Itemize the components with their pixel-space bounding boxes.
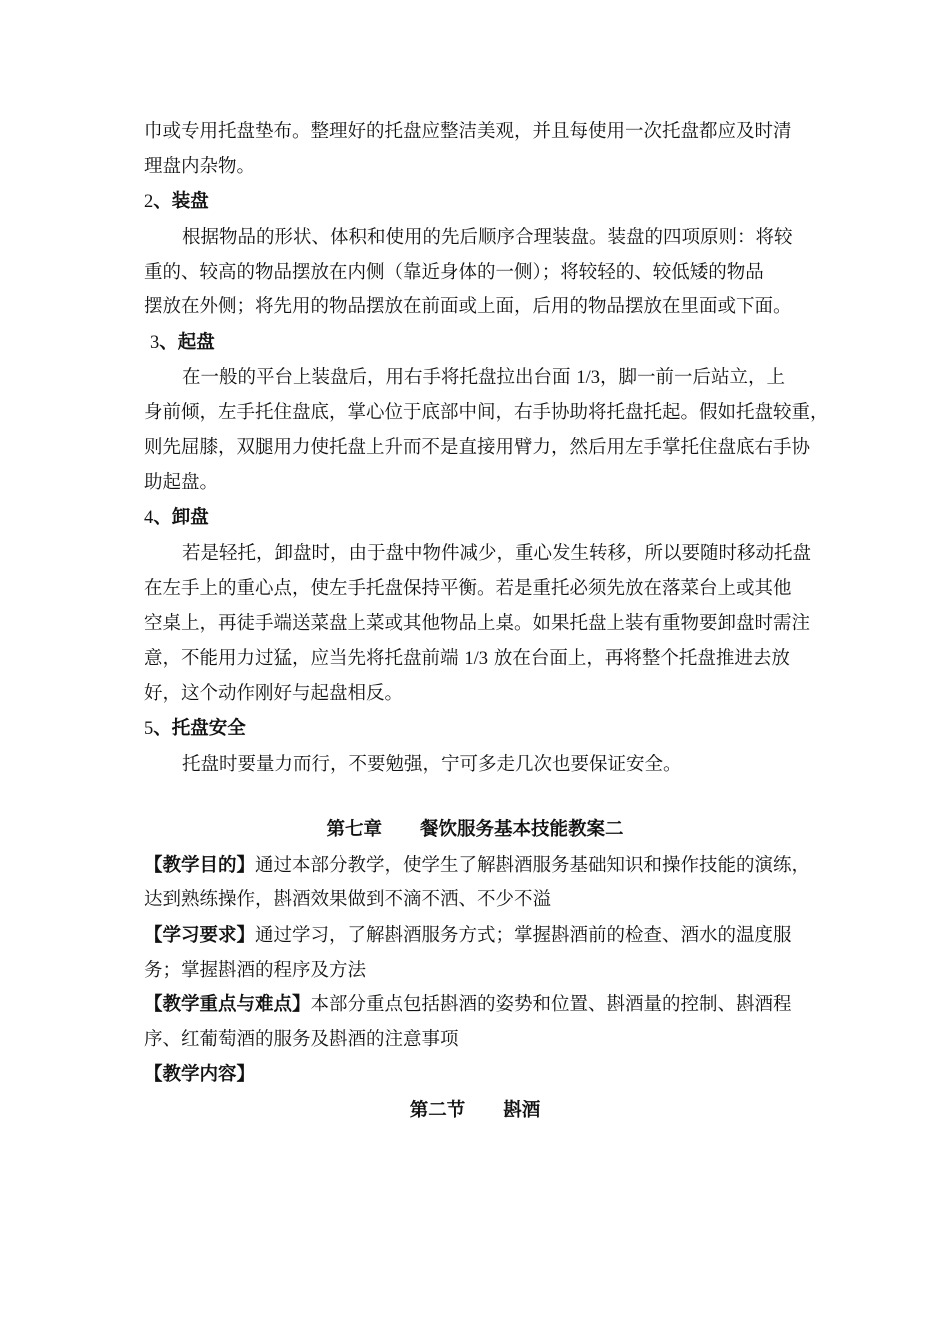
- text-span: 在一般的平台上装盘后，用右手将托盘拉出台面: [182, 367, 577, 388]
- text-line: 托盘时要量力而行，不要勉强，宁可多走几次也要保证安全。: [182, 754, 682, 775]
- heading-loading-tray: [144, 190, 209, 214]
- heading-number: 4: [144, 508, 154, 528]
- text-line: 根据物品的形状、体积和使用的先后顺序合理装盘。装盘的四项原则：将较: [182, 227, 793, 248]
- objective-label: 【教学目的】: [144, 855, 256, 876]
- number-span: 1/3: [464, 649, 489, 669]
- objective-text: 通过本部分教学，使学生了解斟酒服务基础知识和操作技能的演练，: [255, 855, 811, 876]
- heading-title: 、托盘安全: [153, 718, 246, 739]
- text-line: 空桌上，再徒手端送菜盘上菜或其他物品上桌。如果托盘上装有重物要卸盘时需注: [144, 613, 811, 634]
- text-span: 放在台面上，再将整个托盘推进去放: [488, 648, 790, 669]
- heading-unloading-tray: [144, 506, 209, 530]
- text-line: 摆放在外侧；将先用的物品摆放在前面或上面，后用的物品摆放在里面或下面。: [144, 296, 792, 317]
- text-line: 巾或专用托盘垫布。整理好的托盘应整洁美观，并且每使用一次托盘都应及时清: [144, 121, 792, 142]
- heading-lifting-tray: [150, 331, 215, 355]
- text-line: 助起盘。: [144, 472, 219, 493]
- text-line: [144, 647, 790, 671]
- text-line: 理盘内杂物。: [144, 156, 256, 177]
- objective-line: [144, 854, 810, 878]
- heading-tray-safety: [144, 717, 246, 741]
- text-line: 重的、较高的物品摆放在内侧（靠近身体的一侧）；将较轻的、较低矮的物品: [144, 262, 764, 283]
- requirement-line: [144, 924, 792, 948]
- text-line: [182, 366, 785, 390]
- heading-title: 、卸盘: [153, 507, 209, 528]
- text-line: 序、红葡萄酒的服务及斟酒的注意事项: [144, 1029, 459, 1050]
- section-title: [0, 1099, 950, 1123]
- text-span: ，脚一前一后站立，上: [600, 367, 786, 388]
- section-name: 斟酒: [503, 1100, 541, 1121]
- content-label: 【教学内容】: [144, 1064, 256, 1085]
- chapter-title: [0, 818, 950, 842]
- text-line: 身前倾，左手托住盘底，掌心位于底部中间，右手协助将托盘托起。假如托盘较重，: [144, 402, 829, 423]
- requirement-label: 【学习要求】: [144, 925, 256, 946]
- heading-number: 5: [144, 719, 154, 739]
- text-span: 意，不能用力过猛，应当先将托盘前端: [144, 648, 465, 669]
- section-number: 第二节: [409, 1100, 466, 1121]
- keypoints-text: 本部分重点包括斟酒的姿势和位置、斟酒量的控制、斟酒程: [310, 994, 792, 1015]
- heading-title: 、起盘: [159, 332, 215, 353]
- keypoints-line: [144, 993, 792, 1017]
- number-span: 1/3: [576, 368, 601, 388]
- requirement-text: 通过学习，了解斟酒服务方式；掌握斟酒前的检查、酒水的温度服: [255, 925, 792, 946]
- text-line: 达到熟练操作，斟酒效果做到不滴不洒、不少不溢: [144, 889, 552, 910]
- text-line: 则先屈膝，双腿用力使托盘上升而不是直接用臂力，然后用左手掌托住盘底右手协: [144, 437, 811, 458]
- keypoints-label: 【教学重点与难点】: [144, 994, 311, 1015]
- text-line: 在左手上的重心点，使左手托盘保持平衡。若是重托必须先放在落菜台上或其他: [144, 578, 792, 599]
- text-line: 若是轻托，卸盘时，由于盘中物件减少，重心发生转移，所以要随时移动托盘: [182, 543, 812, 564]
- text-line: 务；掌握斟酒的程序及方法: [144, 960, 367, 981]
- heading-title: 、装盘: [153, 191, 209, 212]
- heading-number: 3: [150, 333, 160, 353]
- text-line: 好，这个动作刚好与起盘相反。: [144, 683, 404, 704]
- chapter-number: 第七章: [326, 819, 382, 840]
- chapter-name: 餐饮服务基本技能教案二: [420, 819, 624, 840]
- heading-number: 2: [144, 192, 154, 212]
